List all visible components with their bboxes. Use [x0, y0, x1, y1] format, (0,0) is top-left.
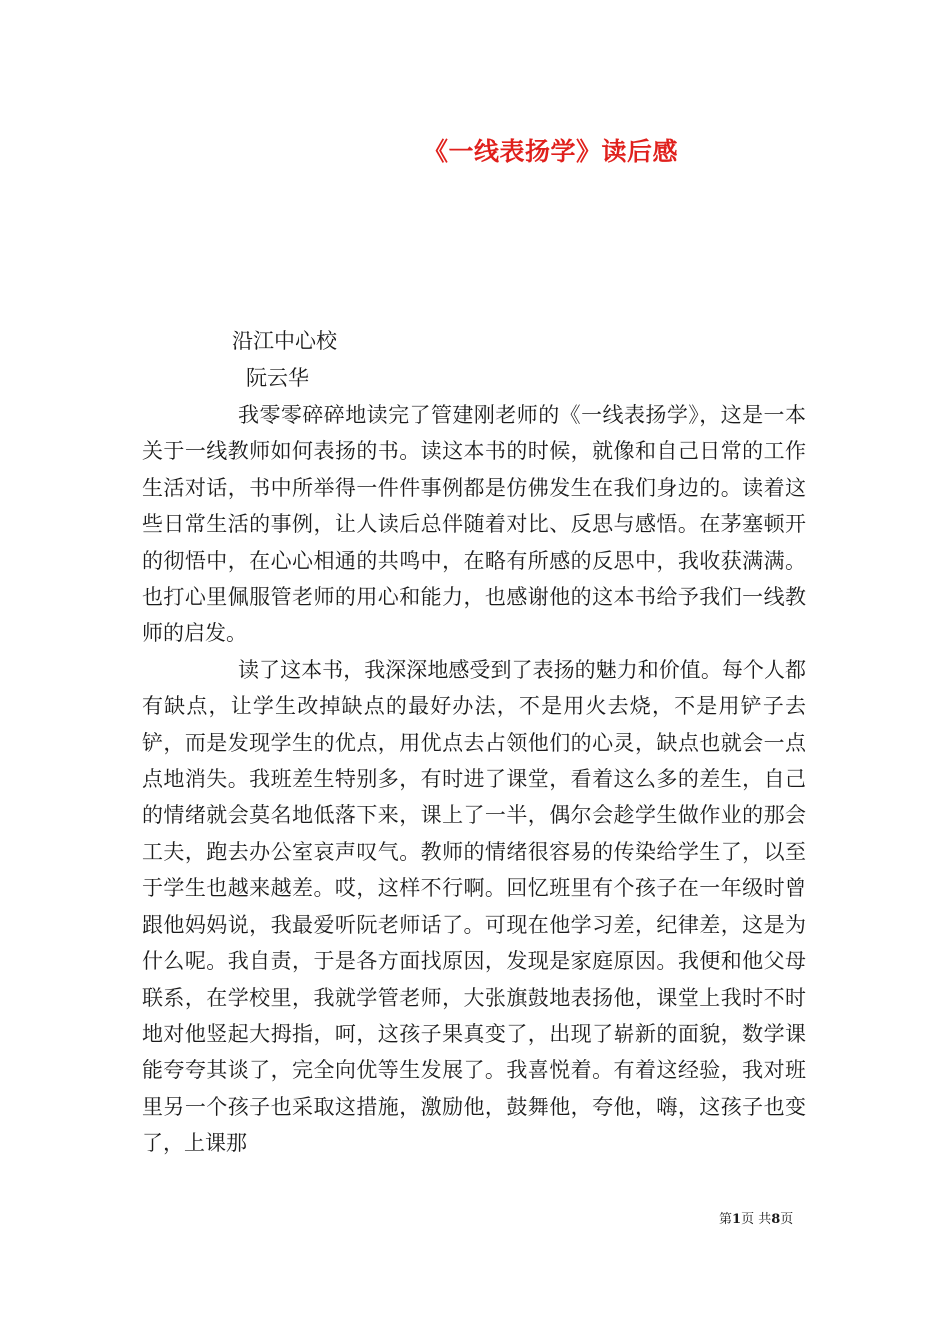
footer-middle: 页 共: [741, 1212, 772, 1227]
paragraph-1: 我零零碎碎地读完了管建刚老师的《一线表扬学》，这是一本关于一线教师如何表扬的书。读这本书的时候，就像和自己日常的工作生活对话，书中所举得一件件事例都是仿佛发生在我们身边的。读着这些日常生活的事例，让人读后总伴随着对比、反思与感悟。在茅塞顿开的彻悟中，在心心相通的共鸣中，在略有所感的反思中，我收获满满。也打心里佩服管老师的用心和能力，也感谢他的这本书给予我们一线教师的启发。: [142, 403, 806, 646]
author-name: 阮云华: [246, 366, 309, 390]
paragraph-2: 读了这本书，我深深地感受到了表扬的魅力和价值。每个人都有缺点，让学生改掉缺点的最好办法，不是用火去烧，不是用铲子去铲，而是发现学生的优点，用优点去占领他们的心灵，缺点也就会一点点地消失。我班差生特别多，有时进了课堂，看着这么多的差生，自己的情绪就会莫名地低落下来，课上了一半，偶尔会趁学生做作业的那会工夫，跑去办公室哀声叹气。教师的情绪很容易的传染给学生了，以至于学生也越来越差。哎，这样不行啊。回忆班里有个孩子在一年级时曾跟他妈妈说，我最爱听阮老师话了。可现在他学习差，纪律差，这是为什么呢。我自责，于是各方面找原因，发现是家庭原因。我便和他父母联系，在学校里，我就学管老师，大张旗鼓地表扬他，课堂上我时不时地对他竖起大拇指，呵，这孩子果真变了，出现了崭新的面貌，数学课能夸夸其谈了，完全向优等生发展了。我喜悦着。有着这经验，我对班里另一个孩子也采取这措施，激励他，鼓舞他，夸他，嗨，这孩子也变了，上课那: [142, 657, 806, 1156]
school-name: 沿江中心校: [232, 329, 337, 353]
footer-total-pages: 8: [771, 1212, 781, 1227]
page-footer: [719, 1208, 793, 1227]
footer-prefix: 第: [719, 1212, 733, 1227]
footer-current-page: 1: [732, 1212, 742, 1227]
footer-suffix: 页: [780, 1212, 794, 1227]
document-body: [142, 397, 806, 1162]
document-title: 《一线表扬学》读后感: [423, 137, 679, 166]
